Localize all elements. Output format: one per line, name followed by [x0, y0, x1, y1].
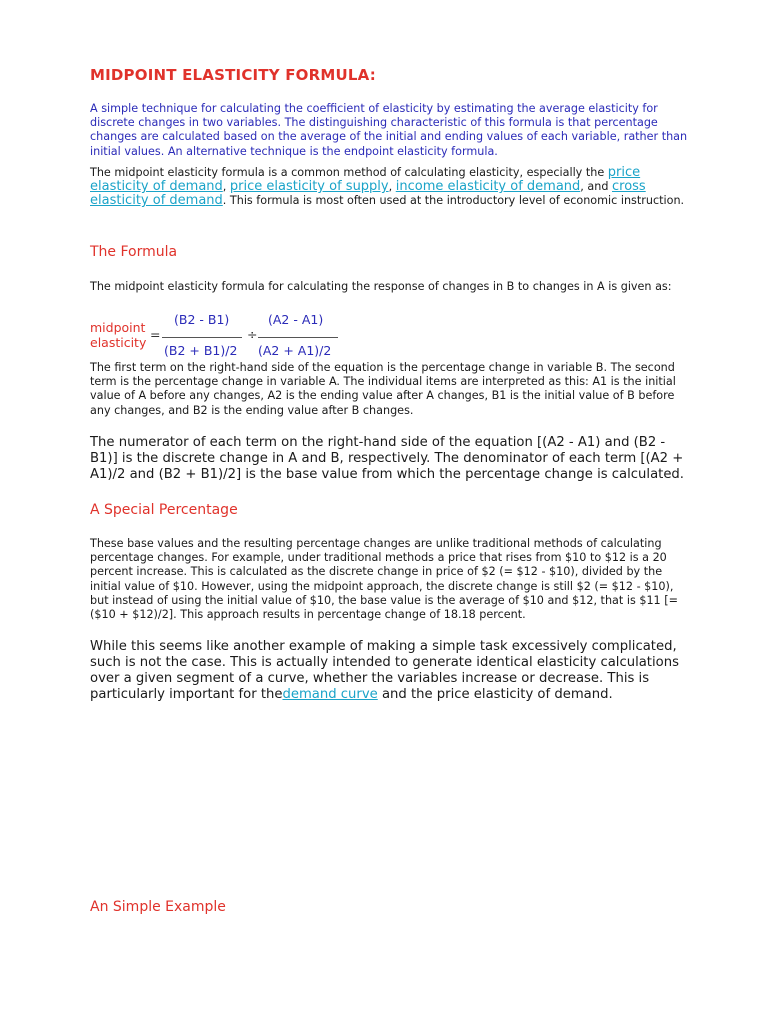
formula-equals: = [150, 327, 161, 342]
formula-divide: ÷ [247, 327, 258, 342]
section-heading-special-percentage: A Special Percentage [90, 502, 238, 518]
paragraph-numerator: The numerator of each term on the right-hand side of the equation [(A2 - A1) and (B2 - B1)] is the discrete change in A and B, respectively. The denominator of each term [(A2 + A1)/2 and (B2 + B1)/2] is the base value from which the percentage change is calculated. [90, 435, 684, 482]
formula-label-line2: elasticity [90, 335, 147, 350]
formula-numerator-b: (B2 - B1) [174, 312, 230, 327]
formula-intro: The midpoint elasticity formula for calculating the response of changes in B to changes in A is given as: [90, 280, 672, 293]
link-income-elasticity-of-demand[interactable]: income elasticity of demand [395, 179, 581, 195]
paragraph-text: The midpoint elasticity formula is a common method of calculating elasticity, especially the [90, 166, 608, 179]
paragraph-base-values: These base values and the resulting percentage changes are unlike traditional methods of calculating percentage changes. For example, under traditional methods a price that rises from $10 to $12 is a 20 percent increase. This is calculated as the discrete change in price of $2 (= $12 - $10), divided by the initial value of $10. However, using the midpoint approach, the discrete change is still $2 (= $12 - $10), but instead of using the initial value of $10, the base value is the average of $10 and $12, that is $11 [= ($10 + $12)/2]. This approach results in percentage change of 18.18 percent. [90, 537, 678, 622]
intro-paragraph: A simple technique for calculating the coefficient of elasticity by estimating the average elasticity for discrete changes in two variables. The distinguishing characteristic of this formula is that percentage changes are calculated based on the average of the initial and ending values of each variable, rather than initial values. An alternative technique is the endpoint elasticity formula. [90, 102, 688, 158]
formula-denominator-b: (B2 + B1)/2 [164, 343, 238, 358]
link-price-elasticity-of-demand[interactable]: price elasticity of demand [90, 165, 641, 195]
fraction-bar-b [162, 337, 242, 338]
paragraph-text: . This formula is most often used at the introductory level of economic instruction. [222, 194, 685, 208]
paragraph-text: While this seems like another example of making a simple task excessively complicated, such is not the case. This is actually intended to generate identical elasticity calculations over a given segment of a curve, whether the variables increase or decrease. This is particularly important for the [90, 639, 679, 702]
separator: , [388, 180, 396, 194]
separator: , and [580, 180, 612, 194]
link-price-elasticity-of-supply[interactable]: price elasticity of supply [229, 179, 389, 195]
section-heading-formula: The Formula [90, 244, 178, 260]
page-title: MIDPOINT ELASTICITY FORMULA: [90, 66, 376, 84]
paragraph-common-method [90, 166, 690, 209]
link-cross-elasticity-of-demand[interactable]: cross elasticity of demand [90, 179, 646, 209]
midpoint-formula [90, 310, 390, 360]
formula-denominator-a: (A2 + A1)/2 [258, 343, 332, 358]
formula-label-line1: midpoint [90, 320, 146, 335]
paragraph-text: and the price elasticity of demand. [377, 687, 613, 702]
section-heading-simple-example: An Simple Example [90, 899, 226, 915]
separator: , [222, 180, 230, 194]
paragraph-conclusion [90, 639, 690, 703]
fraction-bar-a [258, 337, 338, 338]
link-demand-curve[interactable]: demand curve [282, 687, 378, 702]
formula-numerator-a: (A2 - A1) [268, 312, 324, 327]
paragraph-terms: The first term on the right-hand side of the equation is the percentage change in variable B. The second term is the percentage change in variable A. The individual items are interpreted as this: A1 is the initial value of A before any changes, A2 is the ending value after A changes, B1 is the initial value of B before any changes, and B2 is the ending value after B changes. [90, 361, 676, 417]
